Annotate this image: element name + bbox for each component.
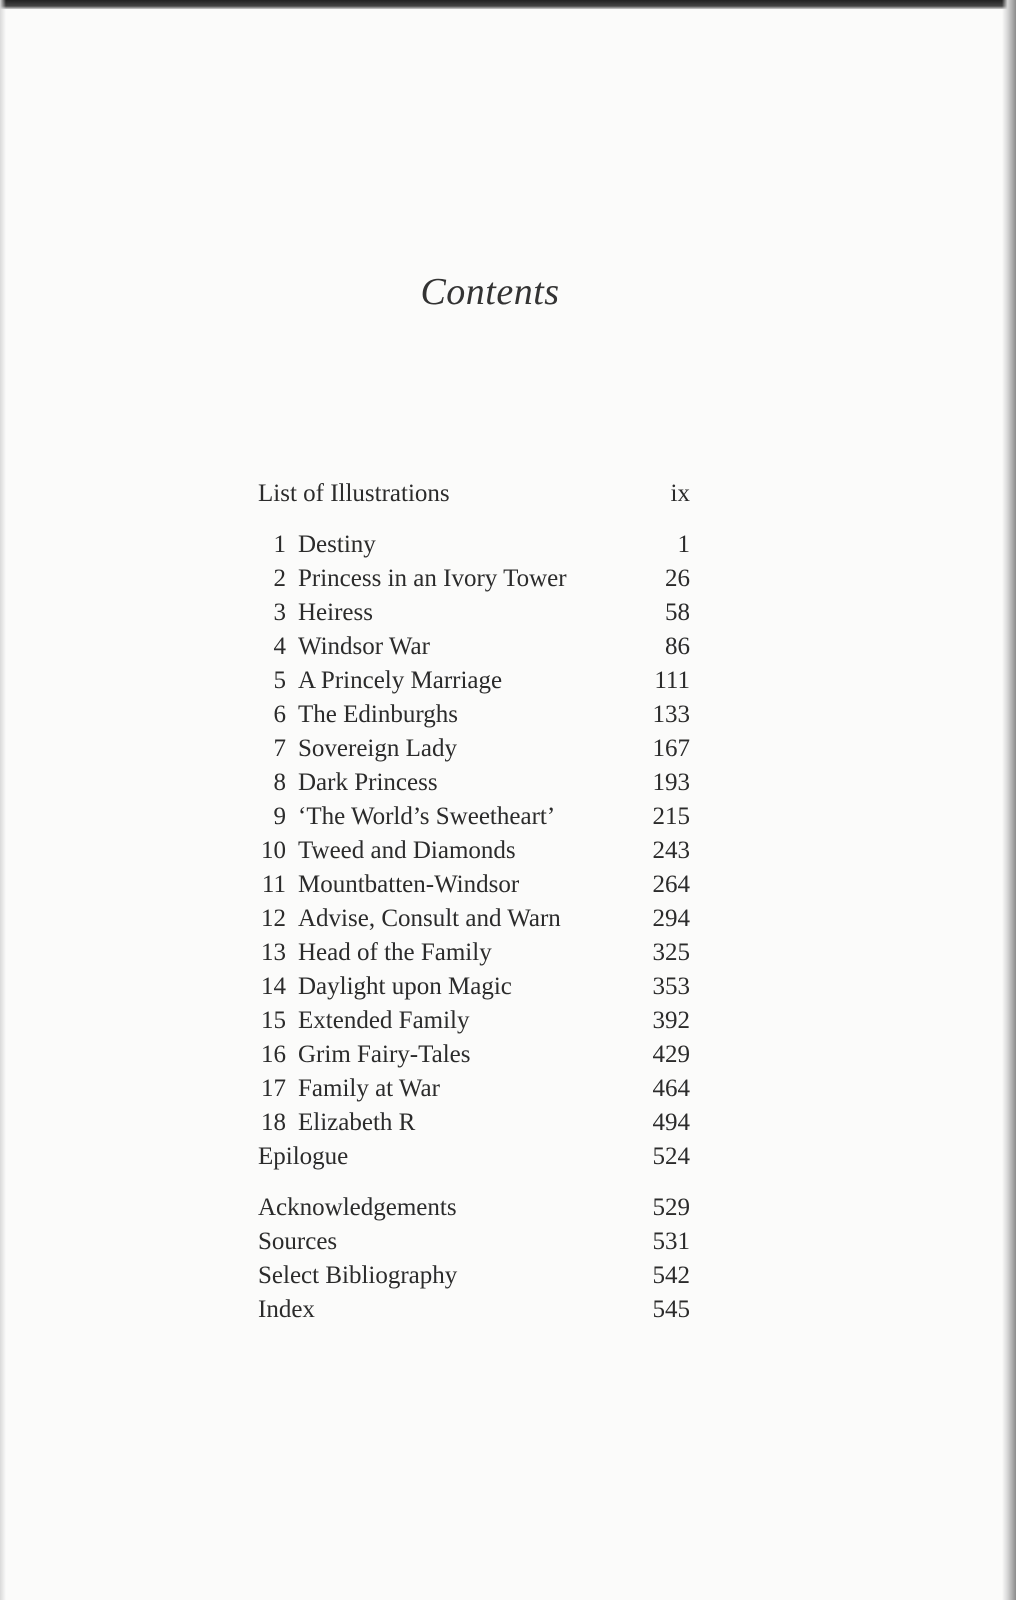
chapter-page: 325 <box>652 939 690 966</box>
chapter-page: 86 <box>665 633 690 660</box>
toc-chapter-4 <box>258 630 698 664</box>
page-right-edge <box>1002 0 1016 1600</box>
chapter-number: 16 <box>261 1041 286 1068</box>
toc-chapter-10 <box>258 834 698 868</box>
toc-entry-sources <box>258 1225 698 1259</box>
chapter-title: ‘The World’s Sweetheart’ <box>298 803 556 830</box>
chapter-page: 243 <box>652 837 690 864</box>
toc-entry-title: List of Illustrations <box>258 480 450 507</box>
toc-chapter-1 <box>258 528 698 562</box>
chapter-page: 26 <box>665 565 690 592</box>
chapter-page: 215 <box>652 803 690 830</box>
chapter-title: Windsor War <box>298 633 430 660</box>
chapter-number: 18 <box>261 1109 286 1136</box>
chapter-page: 111 <box>654 667 690 694</box>
toc-entry-page: 545 <box>652 1296 690 1323</box>
chapter-title: The Edinburghs <box>298 701 458 728</box>
toc-entry-acknowledgements <box>258 1191 698 1225</box>
chapter-number: 4 <box>273 633 286 660</box>
page-title: Contents <box>420 271 560 313</box>
page-left-edge <box>0 0 6 1600</box>
toc-entry-select-bibliography <box>258 1259 698 1293</box>
chapter-title: Family at War <box>298 1075 440 1102</box>
chapter-page: 464 <box>652 1075 690 1102</box>
toc-chapter-13 <box>258 936 698 970</box>
chapter-title: Mountbatten-Windsor <box>298 871 520 898</box>
chapter-number: 10 <box>261 837 286 864</box>
chapter-number: 9 <box>273 803 286 830</box>
toc-chapter-18 <box>258 1106 698 1140</box>
chapter-number: 6 <box>273 701 286 728</box>
chapter-number: 8 <box>273 769 286 796</box>
toc-entry-list-of-illustrations <box>258 477 698 511</box>
chapter-page: 494 <box>652 1109 690 1136</box>
toc-chapter-8 <box>258 766 698 800</box>
chapter-title: Head of the Family <box>298 939 492 966</box>
chapter-number: 15 <box>261 1007 286 1034</box>
chapter-page: 264 <box>652 871 690 898</box>
chapter-title: Elizabeth R <box>298 1109 416 1136</box>
toc-chapter-14 <box>258 970 698 1004</box>
chapter-number: 12 <box>261 905 286 932</box>
toc-chapter-7 <box>258 732 698 766</box>
chapter-page: 1 <box>677 531 690 558</box>
chapter-title: Sovereign Lady <box>298 735 457 762</box>
toc-entry-title: Select Bibliography <box>258 1262 458 1289</box>
toc-chapter-17 <box>258 1072 698 1106</box>
chapter-title: Destiny <box>298 531 376 558</box>
chapter-number: 3 <box>273 599 286 626</box>
chapter-title: Princess in an Ivory Tower <box>298 565 567 592</box>
chapter-page: 429 <box>652 1041 690 1068</box>
toc-entry-page: 529 <box>652 1194 690 1221</box>
toc-entry-page: 531 <box>652 1228 690 1255</box>
toc-chapter-3 <box>258 596 698 630</box>
chapter-title: Tweed and Diamonds <box>298 837 516 864</box>
chapter-number: 13 <box>261 939 286 966</box>
chapter-number: 2 <box>273 565 286 592</box>
chapter-page: 133 <box>652 701 690 728</box>
toc-entry-title: Sources <box>258 1228 338 1255</box>
toc-chapter-5 <box>258 664 698 698</box>
toc-entry-page: 524 <box>652 1143 690 1170</box>
chapter-page: 353 <box>652 973 690 1000</box>
chapter-title: Extended Family <box>298 1007 470 1034</box>
chapter-title: Daylight upon Magic <box>298 973 512 1000</box>
chapter-number: 14 <box>261 973 286 1000</box>
chapter-title: A Princely Marriage <box>298 667 503 694</box>
chapter-number: 11 <box>261 871 286 898</box>
chapter-page: 193 <box>652 769 690 796</box>
toc-entry-page: 542 <box>652 1262 690 1289</box>
chapter-title: Grim Fairy-Tales <box>298 1041 471 1068</box>
toc-chapter-15 <box>258 1004 698 1038</box>
toc-chapter-12 <box>258 902 698 936</box>
chapter-title: Dark Princess <box>298 769 438 796</box>
toc-entry-index <box>258 1293 698 1327</box>
chapter-title: Advise, Consult and Warn <box>298 905 561 932</box>
page-top-edge <box>0 0 1016 9</box>
chapter-number: 7 <box>273 735 286 762</box>
chapter-number: 17 <box>261 1075 286 1102</box>
toc-entry-page: ix <box>670 480 690 507</box>
chapter-page: 294 <box>652 905 690 932</box>
chapter-page: 392 <box>652 1007 690 1034</box>
toc-entry-title: Acknowledgements <box>258 1194 457 1221</box>
chapter-number: 5 <box>273 667 286 694</box>
chapter-number: 1 <box>273 531 286 558</box>
toc-chapter-9 <box>258 800 698 834</box>
toc-entry-title: Index <box>258 1296 315 1323</box>
toc-entry-title: Epilogue <box>258 1143 349 1170</box>
chapter-page: 167 <box>652 735 690 762</box>
chapter-title: Heiress <box>298 599 373 626</box>
toc-chapter-2 <box>258 562 698 596</box>
toc-chapter-11 <box>258 868 698 902</box>
toc-chapter-6 <box>258 698 698 732</box>
toc-chapter-16 <box>258 1038 698 1072</box>
toc-entry-epilogue <box>258 1140 698 1174</box>
chapter-page: 58 <box>665 599 690 626</box>
